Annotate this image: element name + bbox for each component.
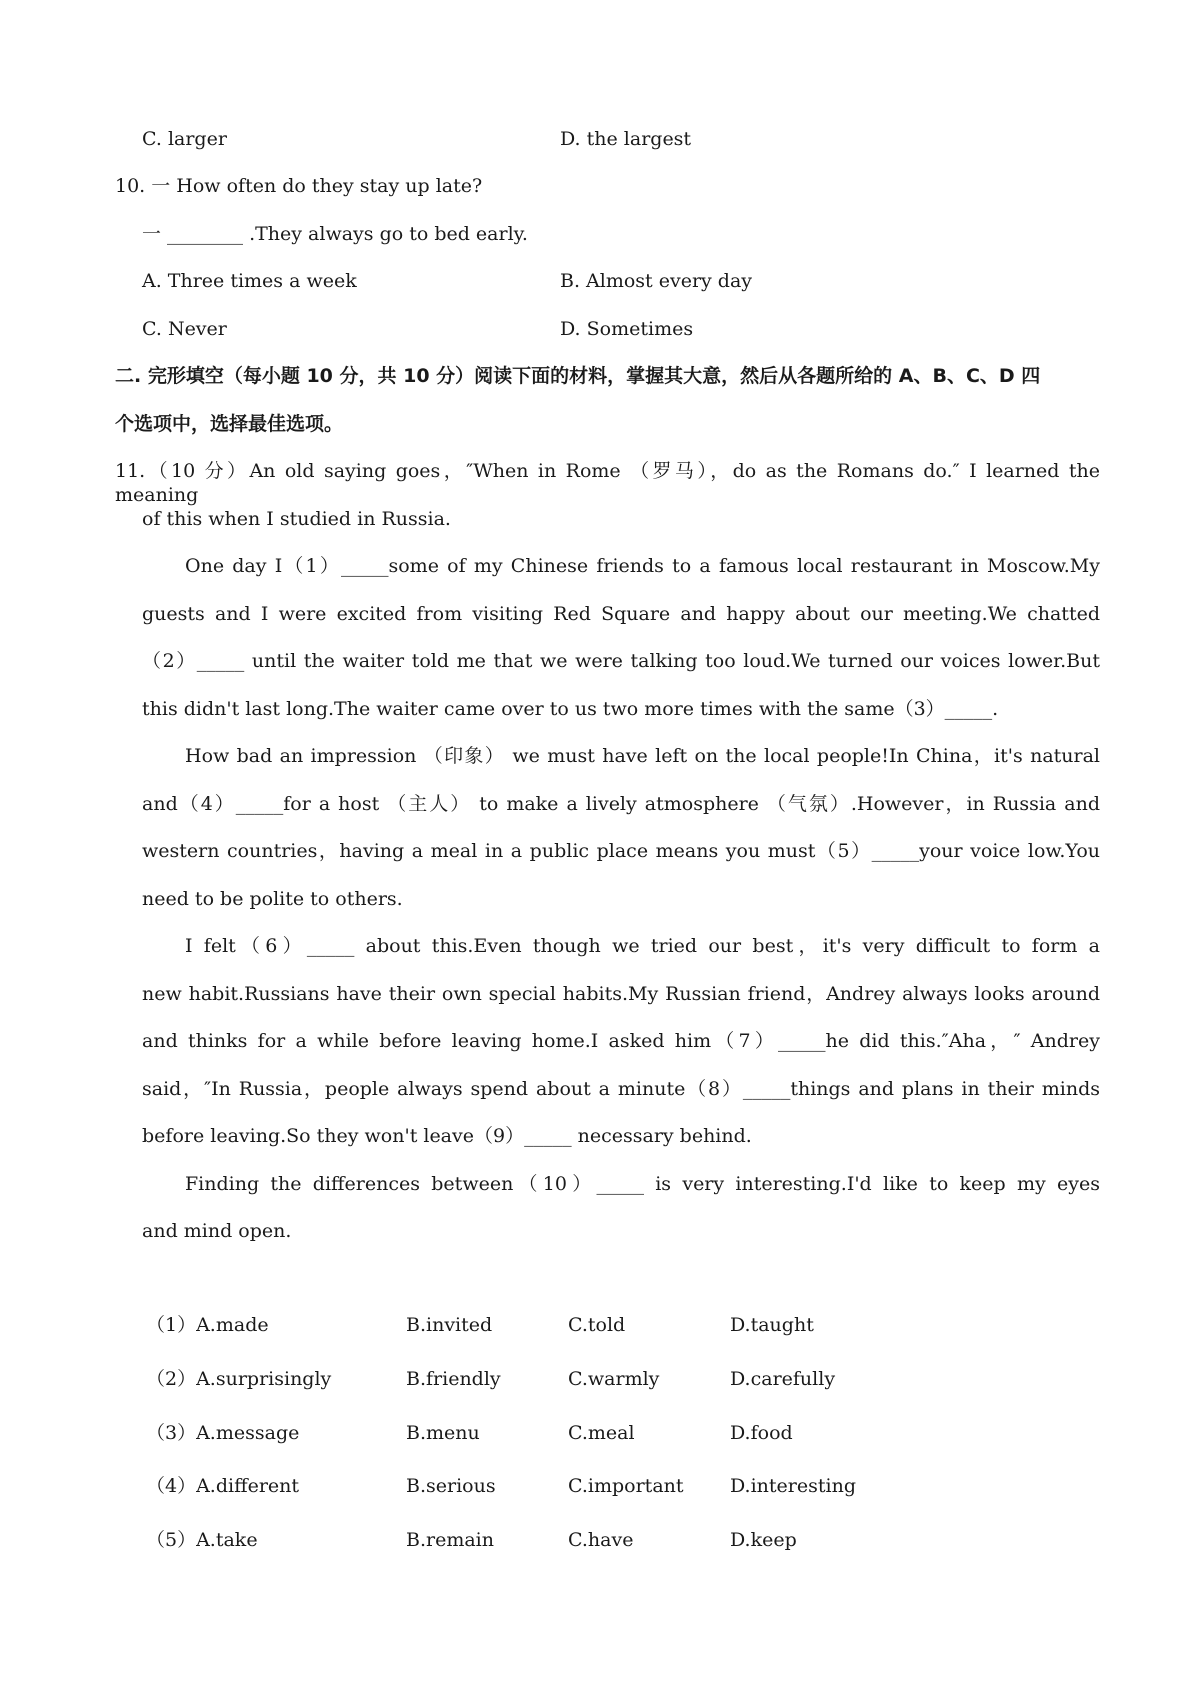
choice-2-d: D.carefully [730, 1368, 836, 1390]
choice-3-c: C.meal [568, 1422, 635, 1444]
q10-option-d: D. Sometimes [560, 318, 694, 340]
choice-4-d: D.interesting [730, 1475, 856, 1497]
passage-line-10: need to be polite to others. [142, 888, 403, 910]
choice-2-c: C.warmly [568, 1368, 660, 1390]
choice-4-b: B.serious [406, 1475, 496, 1497]
q10-answer-line: 一 ________ .They always go to bed early. [142, 223, 528, 245]
passage-line-17: and mind open. [142, 1220, 292, 1242]
q10-option-a: A. Three times a week [142, 270, 357, 292]
passage-line-9: western countries，having a meal in a public place means you must（5）_____your voice low.You [142, 840, 1100, 862]
passage-line-14: said，″In Russia，people always spend about a minute（8）_____things and plans in their minds [142, 1078, 1100, 1100]
passage-line-13: and thinks for a while before leaving home.I asked him（7）_____he did this.″Aha，″ Andrey [142, 1030, 1100, 1052]
choice-5-a: （5）A.take [146, 1529, 258, 1551]
passage-line-16: Finding the differences between（10）_____ is very interesting.I'd like to keep my eyes [185, 1173, 1100, 1195]
q9-option-c: C. larger [142, 128, 227, 150]
passage-line-6: this didn't last long.The waiter came over to us two more times with the same（3）_____. [142, 698, 999, 720]
passage-line-1: 11.（10 分）An old saying goes，″When in Rome （罗马），do as the Romans do.″ I learned the meaning [115, 460, 1100, 506]
choice-3-a: （3）A.message [146, 1422, 300, 1444]
choice-2-b: B.friendly [406, 1368, 501, 1390]
choice-2-a: （2）A.surprisingly [146, 1368, 332, 1390]
choice-1-d: D.taught [730, 1314, 814, 1336]
choice-5-b: B.remain [406, 1529, 494, 1551]
passage-line-7: How bad an impression （印象） we must have left on the local people!In China，it's natural [185, 745, 1100, 767]
section-heading-line2: 个选项中，选择最佳选项。 [115, 413, 344, 435]
passage-line-8: and（4）_____for a host （主人） to make a lively atmosphere （气氛）.However，in Russia and [142, 793, 1100, 815]
passage-line-3: One day I（1）_____some of my Chinese friends to a famous local restaurant in Moscow.My [185, 555, 1100, 577]
choice-1-a: （1）A.made [146, 1314, 269, 1336]
choice-1-c: C.told [568, 1314, 626, 1336]
passage-line-11: I felt（6）_____ about this.Even though we tried our best，it's very difficult to form a [185, 935, 1100, 957]
passage-line-5: （2）_____ until the waiter told me that we were talking too loud.We turned our voices lower.But [142, 650, 1100, 672]
choice-3-b: B.menu [406, 1422, 480, 1444]
passage-line-12: new habit.Russians have their own special habits.My Russian friend，Andrey always looks around [142, 983, 1100, 1005]
q9-option-d: D. the largest [560, 128, 692, 150]
q10-option-b: B. Almost every day [560, 270, 753, 292]
choice-4-a: （4）A.different [146, 1475, 300, 1497]
q10-option-c: C. Never [142, 318, 227, 340]
choice-5-c: C.have [568, 1529, 634, 1551]
choice-5-d: D.keep [730, 1529, 797, 1551]
passage-line-4: guests and I were excited from visiting Red Square and happy about our meeting.We chatted [142, 603, 1100, 625]
passage-line-2: of this when I studied in Russia. [142, 508, 451, 530]
section-heading-line1: 二. 完形填空（每小题 10 分，共 10 分）阅读下面的材料，掌握其大意，然后从各题所给的 A、B、C、D 四 [115, 365, 1041, 387]
q10-question: 10. 一 How often do they stay up late? [115, 175, 483, 197]
choice-4-c: C.important [568, 1475, 684, 1497]
passage-line-15: before leaving.So they won't leave（9）_____ necessary behind. [142, 1125, 752, 1147]
choice-1-b: B.invited [406, 1314, 493, 1336]
choice-3-d: D.food [730, 1422, 793, 1444]
